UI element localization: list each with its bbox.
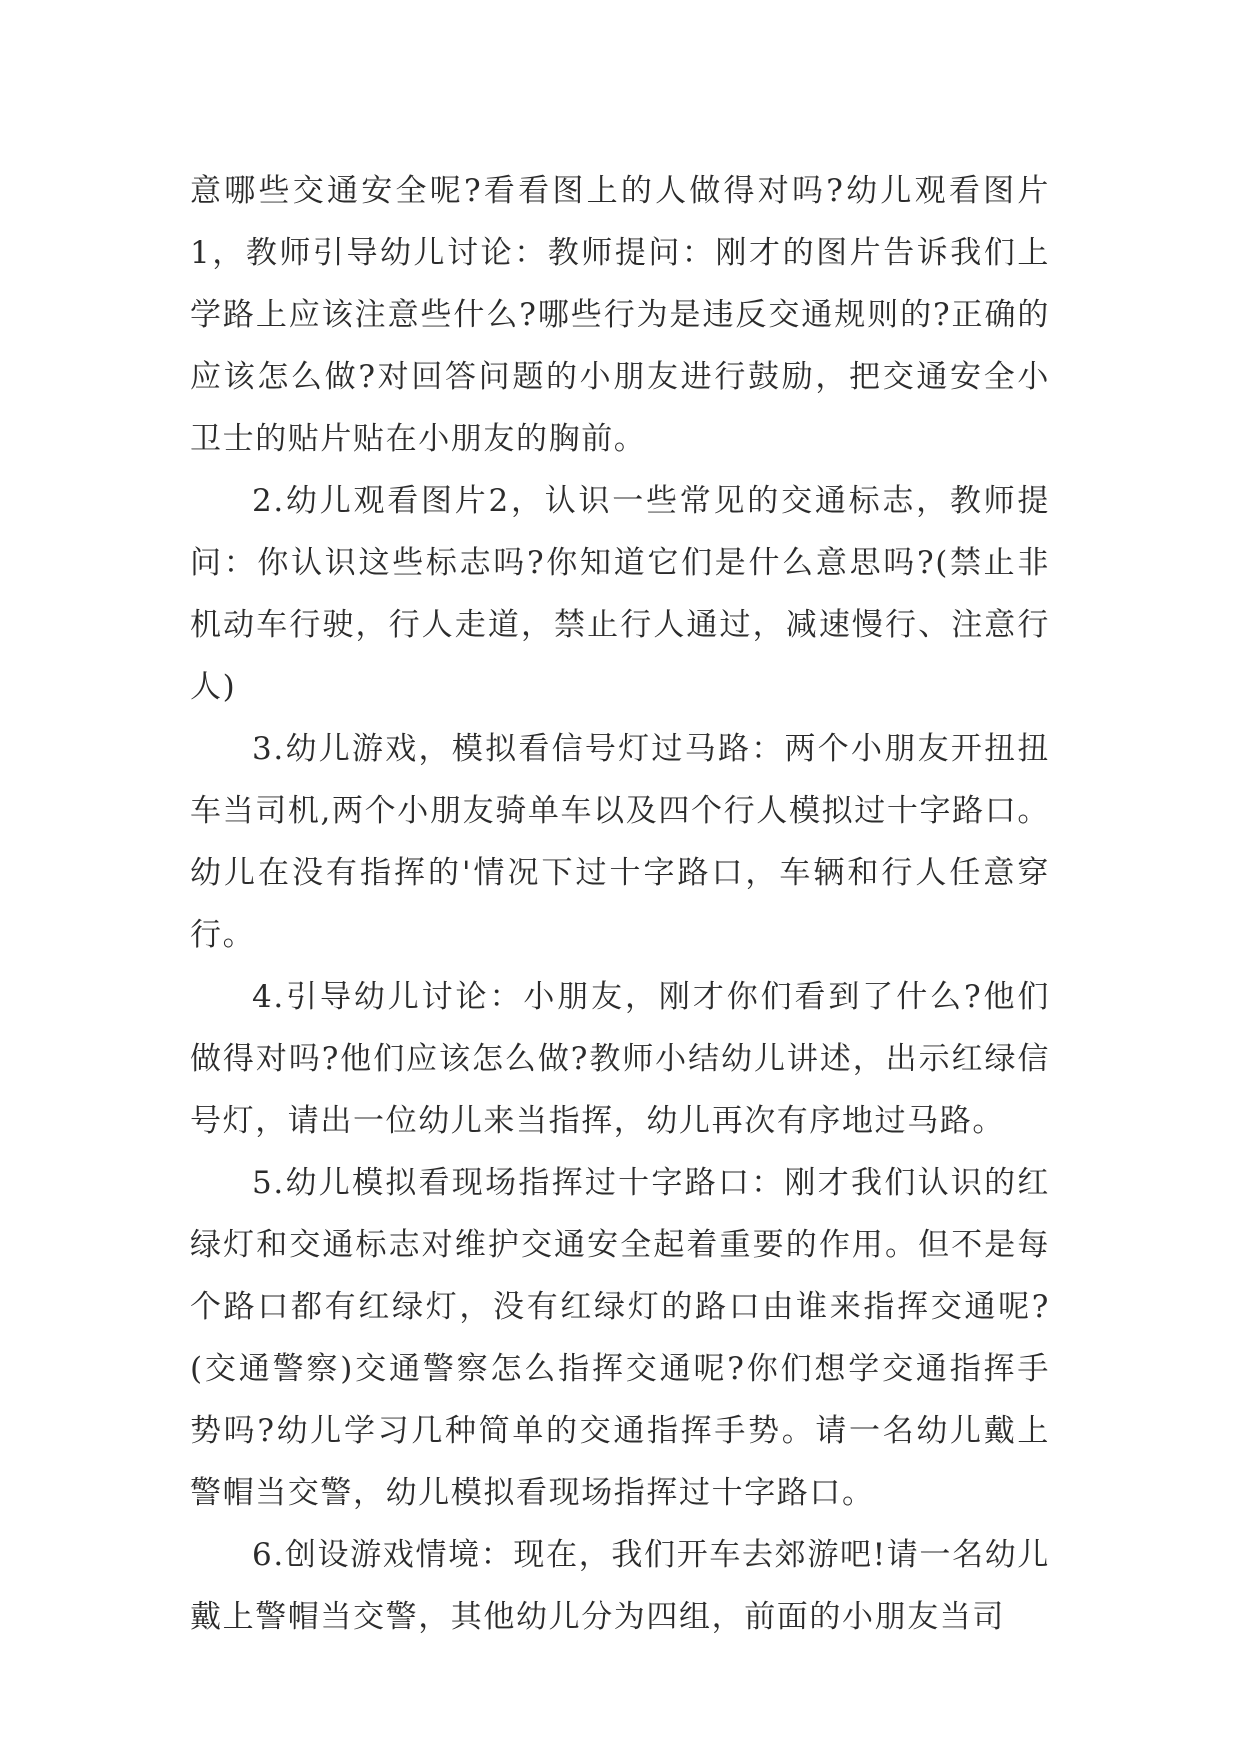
paragraph-1: 意哪些交通安全呢?看看图上的人做得对吗?幼儿观看图片1，教师引导幼儿讨论：教师提问：刚才的图片告诉我们上学路上应该注意些什么?哪些行为是违反交通规则的?正确的应该怎么做?对回答问题的小朋友进行鼓励，把交通安全小卫士的贴片贴在小朋友的胸前。 (190, 173, 1050, 457)
paragraph-6: 6.创设游戏情境：现在，我们开车去郊游吧!请一名幼儿戴上警帽当交警，其他幼儿分为四组，前面的小朋友当司 (190, 1537, 1050, 1635)
document-body (190, 160, 1050, 1648)
paragraph-3: 3.幼儿游戏，模拟看信号灯过马路：两个小朋友开扭扭车当司机,两个小朋友骑单车以及四个行人模拟过十字路口。幼儿在没有指挥的'情况下过十字路口，车辆和行人任意穿行。 (190, 731, 1050, 953)
paragraph-4: 4.引导幼儿讨论：小朋友，刚才你们看到了什么?他们做得对吗?他们应该怎么做?教师小结幼儿讲述，出示红绿信号灯，请出一位幼儿来当指挥，幼儿再次有序地过马路。 (190, 979, 1050, 1139)
paragraph-5: 5.幼儿模拟看现场指挥过十字路口：刚才我们认识的红绿灯和交通标志对维护交通安全起着重要的作用。但不是每个路口都有红绿灯，没有红绿灯的路口由谁来指挥交通呢?(交通警察)交通警察怎么指挥交通呢?你们想学交通指挥手势吗?幼儿学习几种简单的交通指挥手势。请一名幼儿戴上警帽当交警，幼儿模拟看现场指挥过十字路口。 (190, 1165, 1050, 1511)
paragraph-2: 2.幼儿观看图片2，认识一些常见的交通标志，教师提问：你认识这些标志吗?你知道它们是什么意思吗?(禁止非机动车行驶，行人走道，禁止行人通过，减速慢行、注意行人) (190, 483, 1050, 705)
